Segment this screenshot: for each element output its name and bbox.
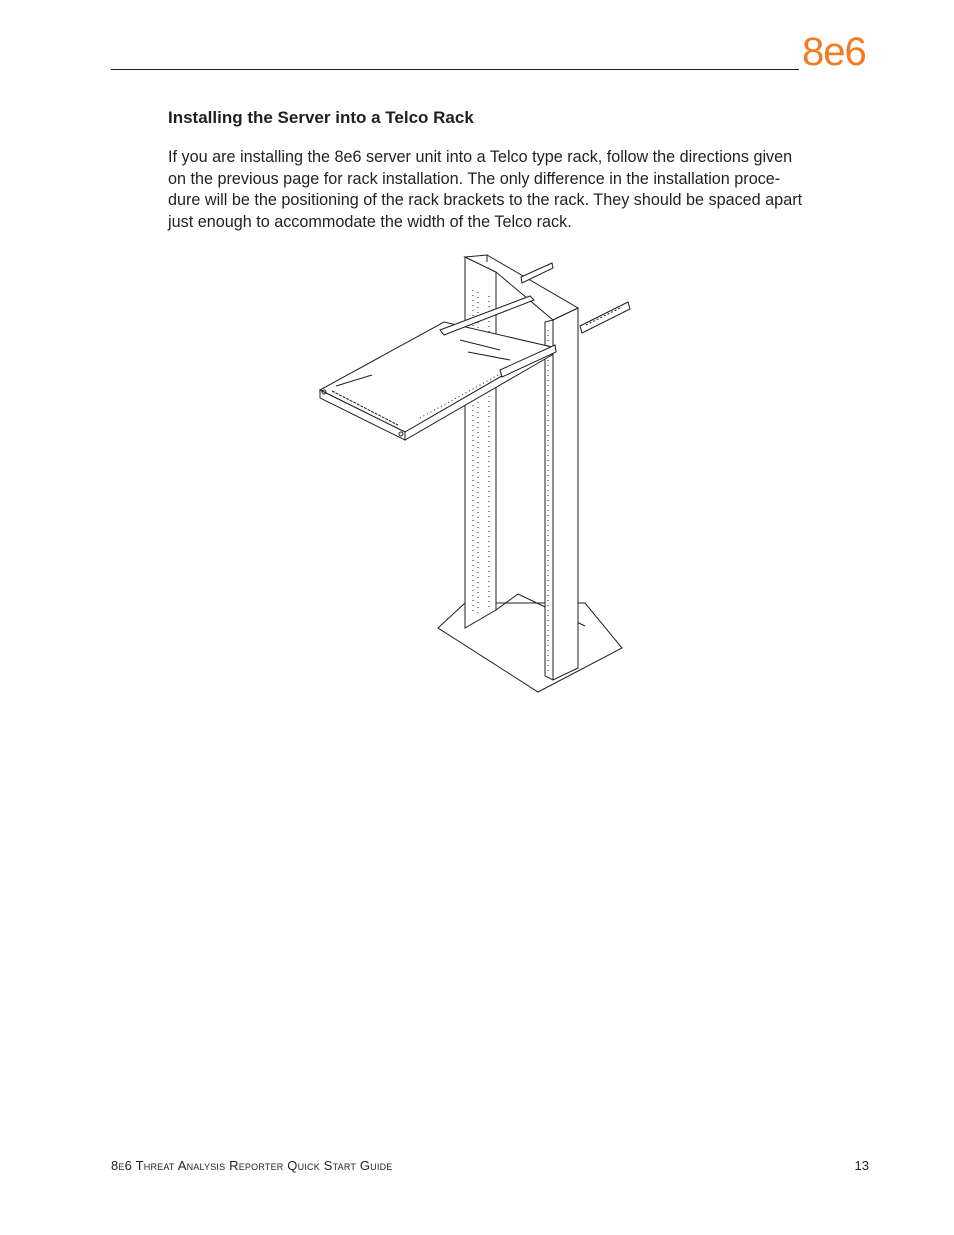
telco-rack-illustration	[310, 250, 640, 700]
header-rule	[111, 69, 799, 70]
brand-logo: 8e6	[802, 30, 866, 74]
section-heading: Installing the Server into a Telco Rack	[168, 108, 474, 127]
body-paragraph	[168, 147, 858, 233]
page-number: 13	[854, 1158, 869, 1173]
body-line-3: dure will be the positioning of the rack brackets to the rack. They should be spaced apart	[168, 191, 803, 209]
body-line-4: just enough to accommodate the width of the Telco rack.	[168, 212, 572, 231]
body-line-1: If you are installing the 8e6 server unit into a Telco type rack, follow the directions given	[168, 148, 793, 166]
body-line-2: on the previous page for rack installation. The only difference in the installation proce-	[168, 169, 781, 188]
footer-title: 8e6 Threat Analysis Reporter Quick Start Guide	[111, 1158, 393, 1173]
